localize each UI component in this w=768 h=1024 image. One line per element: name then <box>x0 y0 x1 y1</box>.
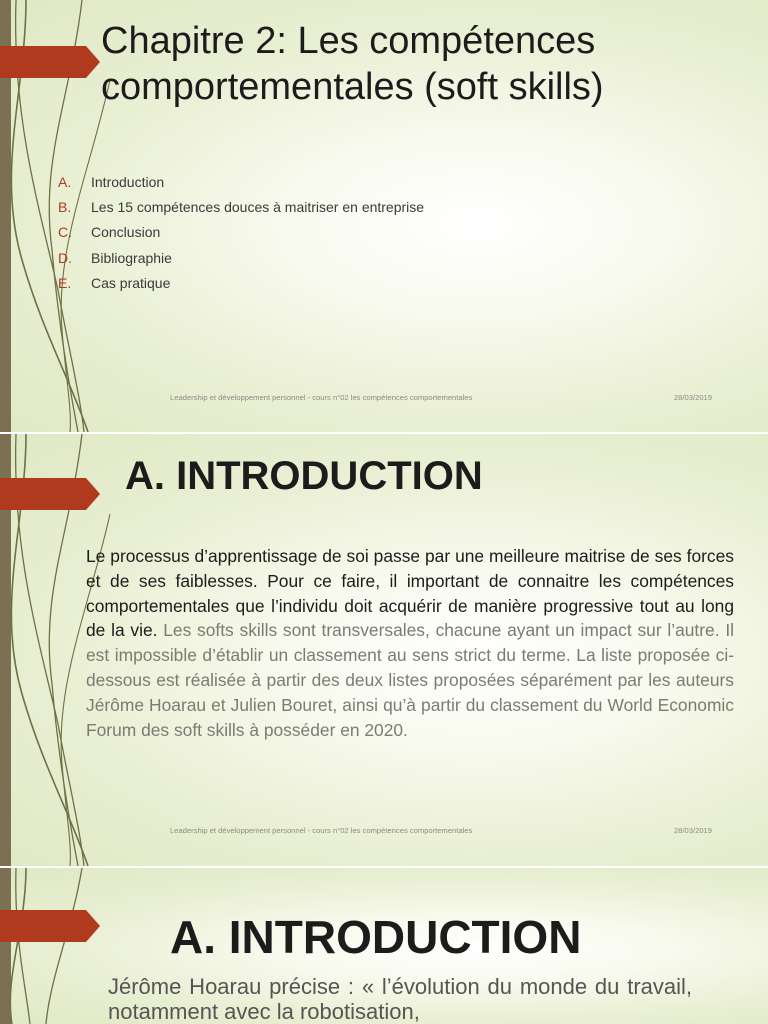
slide-heading: A. INTRODUCTION <box>170 911 582 963</box>
toc-text: Cas pratique <box>91 274 171 291</box>
left-accent-strip <box>0 868 11 1024</box>
toc-letter: D. <box>58 249 72 266</box>
toc-item <box>58 271 424 296</box>
toc-item <box>58 195 424 220</box>
toc-text: Les 15 compétences douces à maitriser en entreprise <box>91 199 425 216</box>
slide-2 <box>0 434 768 866</box>
toc-text: Introduction <box>91 174 165 190</box>
slide-paragraph: Jérôme Hoarau précise : « l’évolution du monde du travail, notamment avec la robotisation, <box>108 974 692 1024</box>
table-of-contents <box>58 170 424 296</box>
footer-text: Leadership et développement personnel - cours n°02 les compétences comportementales <box>170 826 473 835</box>
paragraph-grey-text: Les softs skills sont transversales, chacune ayant un impact sur l’autre. Il est impossible d’établir un classement au sens strict du terme. La liste proposée ci-dessous est réalisée à partir des deux listes proposées séparément par les auteurs Jérôme Hoarau et Julien Bouret, ainsi qu’à partir du classement du World Economic Forum des soft skills à posséder en 2020. <box>86 620 735 740</box>
paragraph-dark-text: Le processus d’apprentissage de soi passe par une meilleure maitrise de ses forces et de ses faiblesses. Pour ce faire, il important de connaitre les compétences comportementales que l’individu doit acquérir de manière progressive tout au long de la vie. <box>86 546 734 641</box>
toc-letter: C. <box>58 224 72 241</box>
title-arrow-tab-icon <box>0 46 100 78</box>
toc-text: Conclusion <box>91 224 161 241</box>
footer-date: 28/03/2019 <box>674 826 713 835</box>
slide-heading: A. INTRODUCTION <box>125 454 483 498</box>
toc-letter: E. <box>58 274 72 291</box>
slide-paragraph <box>86 544 734 742</box>
toc-letter: A. <box>58 174 72 190</box>
toc-item <box>58 246 424 271</box>
toc-letter: B. <box>58 199 72 216</box>
title-arrow-tab-icon <box>0 478 100 510</box>
footer-date: 28/03/2019 <box>674 393 713 402</box>
footer-text: Leadership et développement personnel - cours n°02 les compétences comportementales <box>170 393 473 402</box>
slide-1 <box>0 0 768 432</box>
slide-3 <box>0 868 768 1024</box>
toc-item <box>58 170 424 195</box>
toc-item <box>58 220 424 245</box>
slide-title: Chapitre 2: Les compétences comportementales (soft skills) <box>101 20 604 108</box>
title-arrow-tab-icon <box>0 910 100 942</box>
toc-text: Bibliographie <box>91 249 172 266</box>
